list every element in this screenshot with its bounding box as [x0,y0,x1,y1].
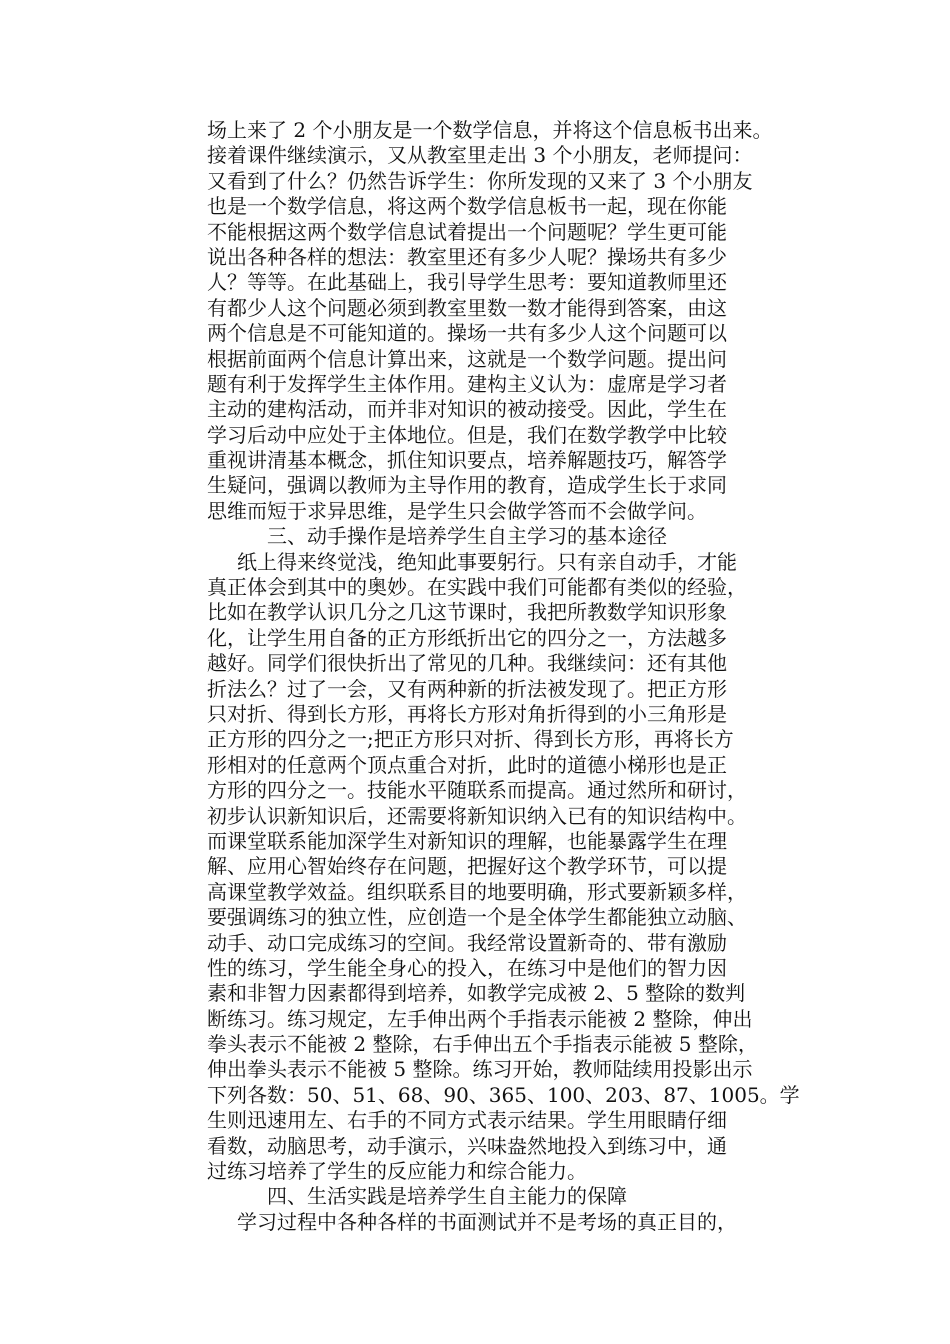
body-line: 主动的建构活动，而并非对知识的被动接受。因此，学生在 [207,397,727,422]
body-line: 有都少人这个问题必须到教室里数一数才能得到答案，由这 [207,295,727,320]
body-line: 断练习。练习规定，左手伸出两个手指表示能被 2 整除，伸出 [207,1006,753,1031]
body-line: 拳头表示不能被 2 整除，右手伸出五个手指表示能被 5 整除， [207,1032,758,1057]
body-line: 折法么？过了一会，又有两种新的折法被发现了。把正方形 [207,676,727,701]
body-line: 不能根据这两个数学信息试着提出一个问题呢？学生更可能 [207,219,727,244]
body-line: 方形的四分之一。技能水平随联系而提高。通过然所和研讨， [207,778,747,803]
paragraph-first-line: 纸上得来终觉浅，绝知此事要躬行。只有亲自动手，才能 [237,549,737,574]
body-line: 根据前面两个信息计算出来，这就是一个数学问题。提出问 [207,346,727,371]
body-line: 生则迅速用左、右手的不同方式表示结果。学生用眼睛仔细 [207,1108,727,1133]
paragraph-first-line: 学习过程中各种各样的书面测试并不是考场的真正目的， [237,1209,737,1234]
body-line: 化，让学生用自备的正方形纸折出它的四分之一，方法越多 [207,625,727,650]
body-line: 正方形的四分之一;把正方形只对折、得到长方形，再将长方 [207,727,734,752]
body-line: 场上来了 2 个小朋友是一个数学信息，并将这个信息板书出来。 [207,118,773,142]
body-line: 思维而短于求异思维，是学生只会做学答而不会做学问。 [207,498,707,523]
body-line: 动手、动口完成练习的空间。我经常设置新奇的、带有激励 [207,930,727,955]
body-line: 过练习培养了学生的反应能力和综合能力。 [207,1159,587,1184]
body-line: 越好。同学们很快折出了常见的几种。我继续问：还有其他 [207,651,727,676]
body-line: 高课堂教学效益。组织联系目的地要明确，形式要新颖多样， [207,879,747,904]
body-line: 解、应用心智始终存在问题，把握好这个教学环节，可以提 [207,854,727,879]
body-line: 而课堂联系能加深学生对新知识的理解，也能暴露学生在理 [207,828,727,853]
body-line: 性的练习，学生能全身心的投入，在练习中是他们的智力因 [207,955,727,980]
section-heading-4: 四、生活实践是培养学生自主能力的保障 [267,1184,627,1209]
body-line: 题有利于发挥学生主体作用。建构主义认为：虚席是学习者 [207,371,727,396]
document-body [207,118,827,1235]
body-line: 也是一个数学信息，将这两个数学信息板书一起，现在你能 [207,194,727,219]
body-line: 说出各种各样的想法：教室里还有多少人呢？操场共有多少 [207,244,727,269]
body-line: 伸出拳头表示不能被 5 整除。练习开始，教师陆续用投影出示 [207,1057,753,1082]
body-line: 两个信息是不可能知道的。操场一共有多少人这个问题可以 [207,321,727,346]
body-line: 看数，动脑思考，动手演示，兴味盎然地投入到练习中，通 [207,1133,727,1158]
body-line: 要强调练习的独立性，应创造一个是全体学生都能独立动脑、 [207,905,747,930]
body-line: 下列各数：50、51、68、90、365、100、203、87、1005。学 [207,1082,800,1107]
body-line: 重视讲清基本概念，抓住知识要点，培养解题技巧，解答学 [207,448,727,473]
body-line: 接着课件继续演示，又从教室里走出 3 个小朋友，老师提问： [207,143,753,168]
section-heading-3: 三、动手操作是培养学生自主学习的基本途径 [267,524,667,549]
body-line: 形相对的任意两个顶点重合对折，此时的道德小梯形也是正 [207,752,727,777]
body-line: 素和非智力因素都得到培养，如教学完成被 2、5 整除的数判 [207,981,746,1006]
body-line: 比如在教学认识几分之几这节课时，我把所教数学知识形象 [207,600,727,625]
body-line: 初步认识新知识后，还需要将新知识纳入已有的知识结构中。 [207,803,747,828]
body-line: 真正体会到其中的奥妙。在实践中我们可能都有类似的经验， [207,575,747,600]
body-line: 生疑问，强调以教师为主导作用的教育，造成学生长于求同 [207,473,727,498]
body-line: 学习后动中应处于主体地位。但是，我们在数学教学中比较 [207,422,727,447]
body-line: 又看到了什么？仍然告诉学生：你所发现的又来了 3 个小朋友 [207,168,753,193]
body-line: 人？等等。在此基础上，我引导学生思考：要知道教师里还 [207,270,727,295]
body-line: 只对折、得到长方形，再将长方形对角折得到的小三角形是 [207,701,727,726]
